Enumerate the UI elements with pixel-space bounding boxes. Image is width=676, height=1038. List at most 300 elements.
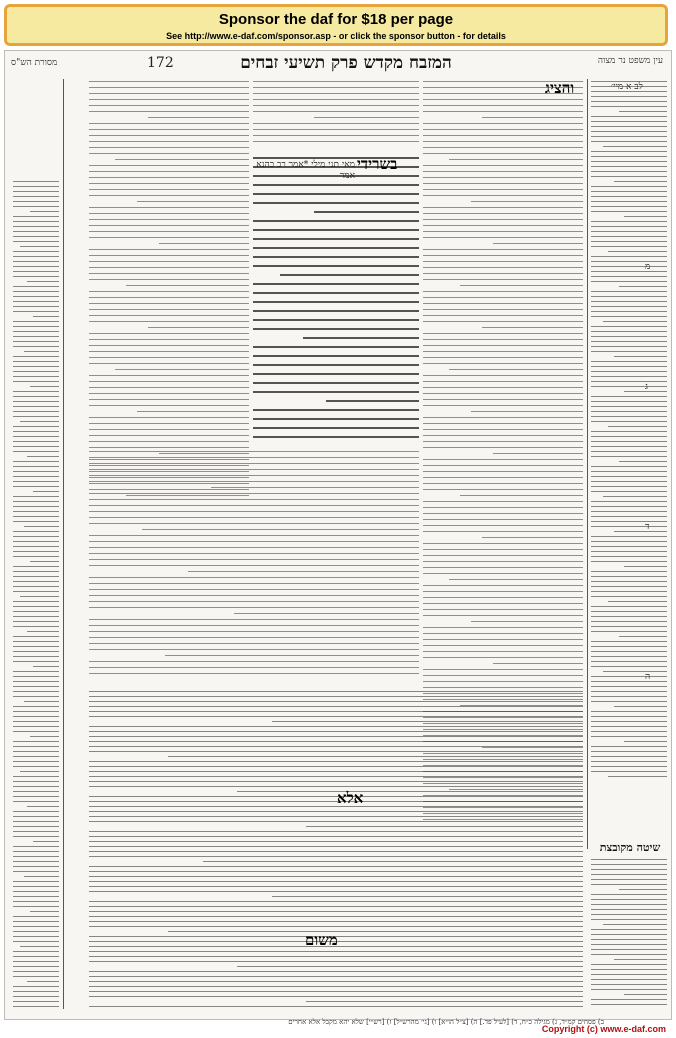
text-line <box>89 451 419 452</box>
text-line <box>33 491 59 492</box>
text-line <box>423 651 583 652</box>
text-line <box>591 869 667 870</box>
text-line <box>591 186 667 187</box>
text-line <box>13 866 59 867</box>
text-line <box>168 756 583 757</box>
text-line <box>89 631 419 632</box>
text-line <box>591 964 667 965</box>
text-line <box>591 376 667 377</box>
text-line <box>27 281 59 282</box>
text-line <box>13 776 59 777</box>
text-line <box>608 251 667 252</box>
text-line <box>13 671 59 672</box>
text-line <box>253 135 419 136</box>
text-line <box>89 595 419 596</box>
text-line <box>591 676 667 677</box>
text-line <box>591 96 667 97</box>
text-line <box>13 506 59 507</box>
text-line <box>27 456 59 457</box>
text-line <box>13 741 59 742</box>
text-line <box>591 726 667 727</box>
text-line <box>591 656 667 657</box>
text-line <box>253 319 419 321</box>
text-line <box>89 291 249 292</box>
text-line <box>493 243 583 244</box>
text-line <box>423 321 583 322</box>
text-line <box>13 511 59 512</box>
text-line <box>30 561 59 562</box>
text-line <box>89 303 249 304</box>
text-line <box>89 463 419 464</box>
text-line <box>13 416 59 417</box>
copyright-notice[interactable]: Copyright (c) www.e-daf.com <box>541 1024 666 1034</box>
text-line <box>423 645 583 646</box>
text-line <box>591 746 667 747</box>
page-header <box>5 51 671 75</box>
text-line <box>89 856 583 857</box>
text-line <box>619 889 667 890</box>
text-line <box>423 417 583 418</box>
text-line <box>13 381 59 382</box>
text-line <box>13 296 59 297</box>
text-line <box>253 193 419 195</box>
text-line <box>13 956 59 957</box>
text-line <box>13 461 59 462</box>
text-line <box>603 924 667 925</box>
text-line <box>591 381 667 382</box>
text-line <box>13 196 59 197</box>
text-line <box>89 781 583 782</box>
text-line <box>423 483 583 484</box>
text-line <box>89 607 419 608</box>
text-line <box>13 241 59 242</box>
gemara-opening-word: בשרידי <box>357 155 398 173</box>
text-line <box>591 919 667 920</box>
text-line <box>423 561 583 562</box>
text-line <box>89 375 249 376</box>
text-line <box>13 531 59 532</box>
text-line <box>13 611 59 612</box>
text-line <box>13 621 59 622</box>
text-line <box>591 686 667 687</box>
text-line <box>89 701 583 702</box>
text-line <box>253 238 419 240</box>
text-line <box>13 366 59 367</box>
text-line <box>591 131 667 132</box>
tosafot-column <box>89 81 249 506</box>
text-line <box>591 989 667 990</box>
text-line <box>591 551 667 552</box>
text-line <box>608 776 667 777</box>
text-line <box>13 546 59 547</box>
text-line <box>253 427 419 429</box>
text-line <box>423 573 583 574</box>
text-line <box>13 681 59 682</box>
text-line <box>24 351 59 352</box>
text-line <box>89 399 249 400</box>
text-line <box>253 229 419 231</box>
text-line <box>624 994 667 995</box>
text-line <box>591 106 667 107</box>
text-line <box>482 327 583 328</box>
text-line <box>13 476 59 477</box>
text-line <box>591 226 667 227</box>
text-line <box>608 426 667 427</box>
text-line <box>13 811 59 812</box>
text-line <box>13 496 59 497</box>
text-line <box>603 321 667 322</box>
text-line <box>13 376 59 377</box>
text-line <box>423 549 583 550</box>
text-line <box>591 536 667 537</box>
text-line <box>89 776 583 777</box>
text-line <box>460 285 583 286</box>
text-line <box>13 226 59 227</box>
page-number: 172 <box>147 55 174 71</box>
text-line <box>591 894 667 895</box>
text-line <box>13 766 59 767</box>
mishnah-marker-word: משום <box>305 931 338 949</box>
text-line <box>13 326 59 327</box>
text-line <box>253 129 419 130</box>
text-line <box>89 906 583 907</box>
text-line <box>471 621 583 622</box>
text-line <box>89 866 583 867</box>
text-line <box>89 976 583 977</box>
text-line <box>603 671 667 672</box>
text-line <box>13 181 59 182</box>
text-line <box>591 626 667 627</box>
text-line <box>591 864 667 865</box>
sponsor-banner[interactable] <box>4 4 668 46</box>
text-line <box>591 271 667 272</box>
text-line <box>591 999 667 1000</box>
text-line <box>13 786 59 787</box>
text-line <box>624 566 667 567</box>
text-line <box>89 441 249 442</box>
text-line <box>89 961 583 962</box>
text-line <box>591 151 667 152</box>
text-line <box>13 336 59 337</box>
text-line <box>89 751 583 752</box>
text-line <box>591 874 667 875</box>
text-line <box>13 201 59 202</box>
text-line <box>13 986 59 987</box>
text-line <box>614 181 667 182</box>
text-line <box>13 501 59 502</box>
text-line <box>591 646 667 647</box>
text-line <box>423 129 583 130</box>
text-line <box>89 363 249 364</box>
text-line <box>591 101 667 102</box>
text-line <box>126 285 249 286</box>
text-line <box>591 929 667 930</box>
text-line <box>203 861 583 862</box>
text-line <box>423 585 583 586</box>
text-line <box>89 141 249 142</box>
text-line <box>591 361 667 362</box>
text-line <box>89 716 583 717</box>
text-line <box>13 301 59 302</box>
text-line <box>13 656 59 657</box>
text-line <box>13 676 59 677</box>
ein-marker: ג <box>645 382 648 392</box>
text-line <box>89 637 419 638</box>
text-line <box>423 423 583 424</box>
text-line <box>89 165 249 166</box>
text-line <box>89 589 419 590</box>
text-line <box>89 481 419 482</box>
text-line <box>423 123 583 124</box>
text-line <box>89 643 419 644</box>
text-line <box>89 661 419 662</box>
text-line <box>89 493 419 494</box>
text-line <box>591 879 667 880</box>
text-line <box>423 99 583 100</box>
footer-notes: ב) פסחים קמ״ד, ג) מגילה כ״ח, ד) [לעיל פד.] ה) [צ״ל הו״א] ו) [גי׳ מהרש״ל] ז) [רש״י] שלא יהא מקבל אלא אחרים <box>288 1018 604 1026</box>
text-line <box>89 673 419 674</box>
text-line <box>591 501 667 502</box>
text-line <box>423 501 583 502</box>
text-line <box>591 136 667 137</box>
text-line <box>89 393 249 394</box>
text-line <box>89 667 419 668</box>
text-line <box>89 841 583 842</box>
column-rule <box>63 79 64 1009</box>
text-line <box>619 286 667 287</box>
text-line <box>89 801 583 802</box>
text-line <box>13 861 59 862</box>
text-line <box>13 746 59 747</box>
text-line <box>591 696 667 697</box>
text-line <box>253 310 419 312</box>
text-line <box>89 405 249 406</box>
upper-commentary <box>253 81 419 151</box>
text-line <box>13 686 59 687</box>
text-line <box>591 411 667 412</box>
text-line <box>591 176 667 177</box>
text-line <box>423 387 583 388</box>
text-line <box>591 291 667 292</box>
text-line <box>591 611 667 612</box>
gemara-text <box>253 157 419 447</box>
text-line <box>591 909 667 910</box>
text-line <box>272 896 583 897</box>
text-line <box>13 441 59 442</box>
text-line <box>89 796 583 797</box>
text-line <box>423 681 583 682</box>
text-line <box>619 111 667 112</box>
text-line <box>591 859 667 860</box>
text-line <box>591 949 667 950</box>
text-line <box>423 303 583 304</box>
text-line <box>13 481 59 482</box>
text-line <box>253 292 419 294</box>
text-line <box>89 469 419 470</box>
text-line <box>13 311 59 312</box>
text-line <box>89 423 249 424</box>
text-line <box>89 771 583 772</box>
text-line <box>591 591 667 592</box>
text-line <box>423 627 583 628</box>
text-line <box>423 231 583 232</box>
text-line <box>89 475 419 476</box>
text-line <box>591 651 667 652</box>
text-line <box>13 576 59 577</box>
text-line <box>13 881 59 882</box>
text-line <box>89 171 249 172</box>
text-line <box>591 576 667 577</box>
text-line <box>423 375 583 376</box>
text-line <box>89 766 583 767</box>
text-line <box>423 267 583 268</box>
ela-marker-word: אלא <box>337 789 364 807</box>
text-line <box>89 619 419 620</box>
sponsor-title[interactable]: Sponsor the daf for $18 per page <box>218 11 454 28</box>
text-line <box>13 941 59 942</box>
text-line <box>89 876 583 877</box>
text-line <box>89 429 249 430</box>
text-line <box>89 381 249 382</box>
text-line <box>13 471 59 472</box>
text-line <box>591 481 667 482</box>
text-line <box>89 499 419 500</box>
text-line <box>423 171 583 172</box>
text-line <box>591 521 667 522</box>
text-line <box>89 916 583 917</box>
text-line <box>89 851 583 852</box>
text-line <box>280 274 419 276</box>
text-line <box>13 266 59 267</box>
text-line <box>423 435 583 436</box>
text-line <box>423 357 583 358</box>
text-line <box>591 261 667 262</box>
text-line <box>591 336 667 337</box>
text-line <box>13 436 59 437</box>
text-line <box>13 896 59 897</box>
text-line <box>591 206 667 207</box>
text-line <box>591 331 667 332</box>
text-line <box>13 721 59 722</box>
text-line <box>89 111 249 112</box>
text-line <box>423 669 583 670</box>
text-line <box>13 536 59 537</box>
text-line <box>423 615 583 616</box>
text-line <box>303 337 419 339</box>
text-line <box>13 891 59 892</box>
text-line <box>89 417 249 418</box>
text-line <box>13 571 59 572</box>
text-line <box>89 357 249 358</box>
text-line <box>591 884 667 885</box>
text-line <box>13 291 59 292</box>
text-line <box>13 371 59 372</box>
text-line <box>137 411 249 412</box>
text-line <box>89 535 419 536</box>
text-line <box>423 543 583 544</box>
text-line <box>591 716 667 717</box>
text-line <box>13 886 59 887</box>
rashi-opening-word: והציג <box>545 79 575 97</box>
text-line <box>591 441 667 442</box>
text-line <box>20 771 59 772</box>
text-line <box>423 111 583 112</box>
text-line <box>591 471 667 472</box>
text-line <box>89 105 249 106</box>
text-line <box>460 495 583 496</box>
text-line <box>237 791 583 792</box>
text-line <box>20 946 59 947</box>
text-line <box>591 561 667 562</box>
text-line <box>591 281 667 282</box>
text-line <box>13 906 59 907</box>
text-line <box>591 511 667 512</box>
text-line <box>89 249 249 250</box>
text-line <box>253 184 419 186</box>
text-line <box>591 431 667 432</box>
mesoret-heading: מסורת הש"ס <box>11 58 58 68</box>
text-line <box>89 273 249 274</box>
text-line <box>591 121 667 122</box>
text-line <box>89 926 583 927</box>
text-line <box>148 117 249 118</box>
text-line <box>13 276 59 277</box>
text-line <box>471 201 583 202</box>
text-line <box>89 231 249 232</box>
text-line <box>168 931 583 932</box>
text-line <box>591 541 667 542</box>
text-line <box>423 675 583 676</box>
text-line <box>591 416 667 417</box>
text-line <box>89 177 249 178</box>
text-line <box>89 553 419 554</box>
text-line <box>591 954 667 955</box>
text-line <box>13 951 59 952</box>
text-line <box>253 391 419 393</box>
text-line <box>253 418 419 420</box>
text-line <box>423 195 583 196</box>
text-line <box>13 601 59 602</box>
text-line <box>591 371 667 372</box>
text-line <box>159 243 249 244</box>
text-line <box>591 666 667 667</box>
text-line <box>423 447 583 448</box>
text-line <box>591 451 667 452</box>
text-line <box>591 944 667 945</box>
text-line <box>493 663 583 664</box>
text-line <box>89 956 583 957</box>
text-line <box>423 189 583 190</box>
text-line <box>253 87 419 88</box>
text-line <box>591 296 667 297</box>
text-line <box>13 216 59 217</box>
text-line <box>89 541 419 542</box>
text-line <box>253 123 419 124</box>
text-line <box>253 355 419 357</box>
text-line <box>591 446 667 447</box>
text-line <box>89 565 419 566</box>
text-line <box>423 459 583 460</box>
text-line <box>89 147 249 148</box>
lower-commentary <box>89 691 583 1011</box>
text-line <box>423 105 583 106</box>
text-line <box>314 117 419 118</box>
text-line <box>423 567 583 568</box>
text-line <box>89 123 249 124</box>
text-line <box>33 666 59 667</box>
text-line <box>624 216 667 217</box>
ein-marker: ד <box>645 522 650 532</box>
